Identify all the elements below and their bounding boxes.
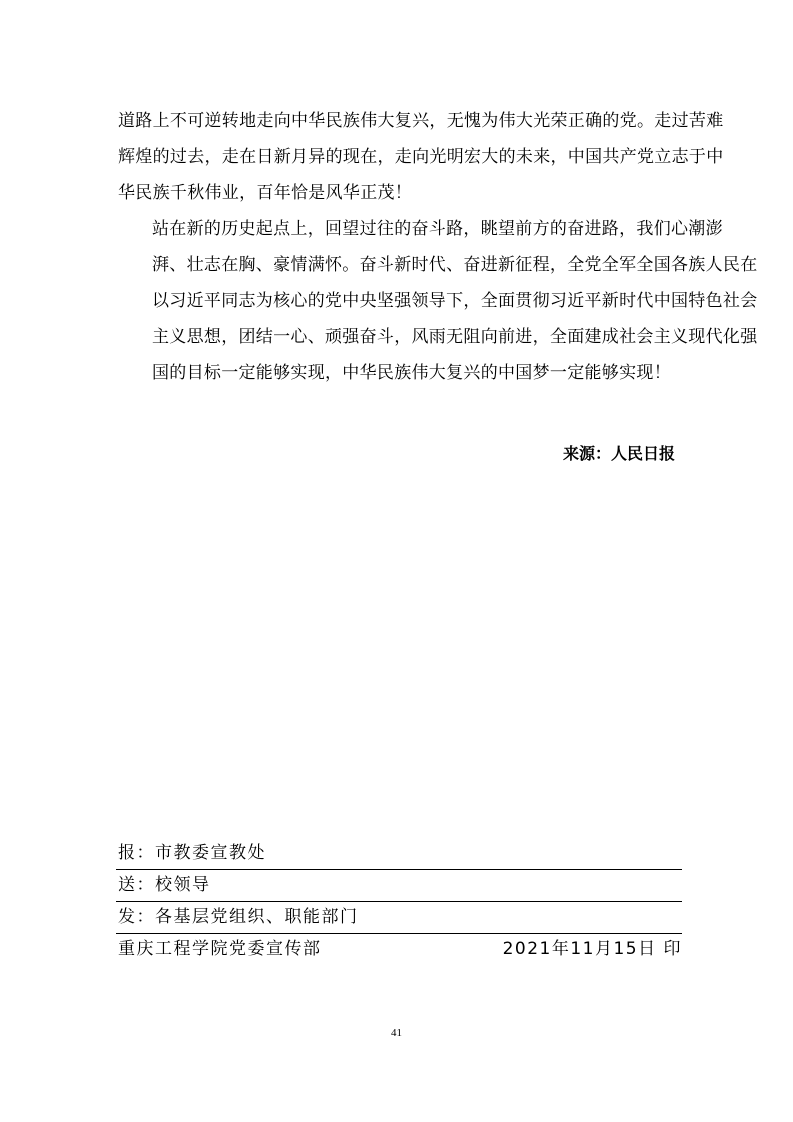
report-to-text: 报：市教委宣教处 <box>118 843 266 863</box>
distribution-footer <box>116 838 682 965</box>
paragraph-line: 以习近平同志为核心的党中央坚强领导下，全面贯彻习近平新时代中国特色社会 <box>152 291 758 311</box>
paragraph-2 <box>118 211 758 391</box>
distribute-to-text: 发：各基层党组织、职能部门 <box>118 907 359 927</box>
send-to-row <box>116 870 682 902</box>
paragraph-line: 主义思想，团结一心、顽强奋斗，风雨无阻向前进，全面建成社会主义现代化强 <box>152 327 758 347</box>
paragraph-line: 国的目标一定能够实现，中华民族伟大复兴的中国梦一定能够实现！ <box>152 363 671 383</box>
print-date-text: 2021年11月15日 印 <box>502 939 682 959</box>
paragraph-line: 道路上不可逆转地走向中华民族伟大复兴，无愧为伟大光荣正确的党。走过苦难 <box>118 111 724 131</box>
source-attribution: 来源：人民日报 <box>562 444 675 463</box>
paragraph-line: 湃、壮志在胸、豪情满怀。奋斗新时代、奋进新征程，全党全军全国各族人民在 <box>152 255 758 275</box>
issuer-text: 重庆工程学院党委宣传部 <box>118 939 322 959</box>
send-to-text: 送：校领导 <box>118 875 211 895</box>
page-number: 41 <box>391 1027 402 1039</box>
paragraph-1 <box>118 103 724 211</box>
paragraph-line: 站在新的历史起点上，回望过往的奋斗路，眺望前方的奋进路，我们心潮澎 <box>152 219 723 239</box>
article-body <box>118 103 758 391</box>
report-to-row <box>116 838 682 870</box>
paragraph-line: 华民族千秋伟业，百年恰是风华正茂！ <box>118 183 413 203</box>
distribute-to-row <box>116 902 682 934</box>
issuer-row <box>116 934 682 965</box>
paragraph-line: 辉煌的过去，走在日新月异的现在，走向光明宏大的未来，中国共产党立志于中 <box>118 147 724 167</box>
